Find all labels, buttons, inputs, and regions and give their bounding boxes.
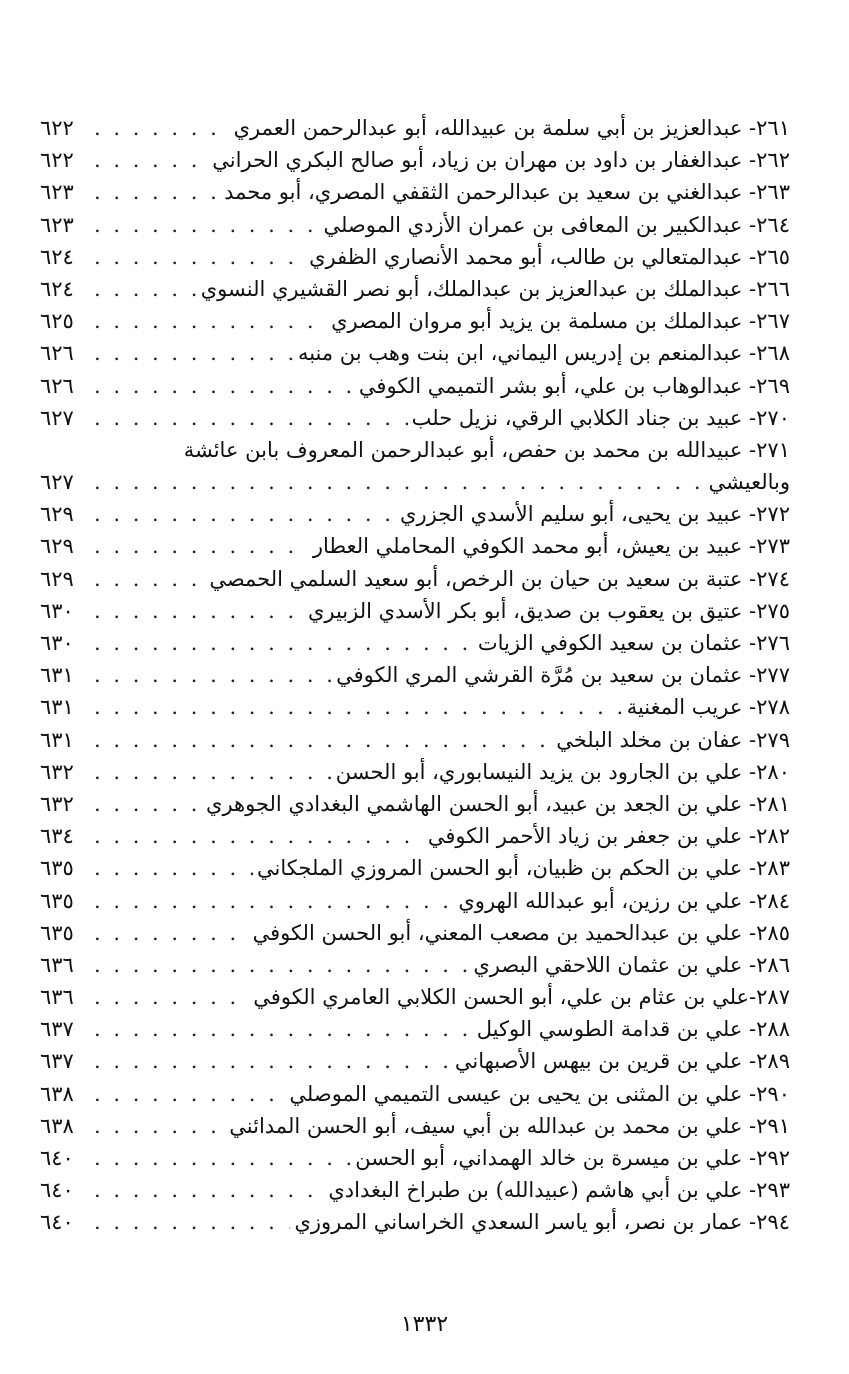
dot-leader bbox=[94, 337, 294, 369]
entry-title: ٢٧٠- عبيد بن جناد الكلابي الرقي، نزيل حلب bbox=[411, 405, 790, 430]
entry-title: ٢٨٦- علي بن عثمان اللاحقي البصري bbox=[473, 952, 790, 977]
entry-page-number: ٦٢٤ bbox=[40, 276, 74, 301]
entry-title: ٢٩٣- علي بن أبي هاشم (عبيدالله) بن طبراخ البغدادي bbox=[328, 1178, 790, 1203]
dot-leader bbox=[94, 981, 249, 1013]
toc-entry bbox=[40, 1045, 790, 1077]
dot-leader bbox=[94, 1110, 225, 1142]
entry-page-number: ٦٢٣ bbox=[40, 180, 74, 205]
toc-entry bbox=[40, 370, 790, 402]
entry-page-number: ٦٣٨ bbox=[40, 1113, 74, 1138]
entry-page-number: ٦٢٦ bbox=[40, 341, 74, 366]
toc-entry bbox=[40, 530, 790, 562]
toc-entry bbox=[40, 144, 790, 176]
toc-entry bbox=[40, 1142, 790, 1174]
toc-list bbox=[40, 112, 790, 1239]
entry-page-number: ٦٢٢ bbox=[40, 148, 74, 173]
dot-leader bbox=[94, 659, 332, 691]
entry-title: ٢٦٨- عبدالمنعم بن إدريس اليماني، ابن بنت وهب بن منبه bbox=[297, 341, 790, 366]
dot-leader bbox=[94, 788, 202, 820]
dot-leader bbox=[94, 273, 197, 305]
toc-entry bbox=[40, 273, 790, 305]
dot-leader bbox=[94, 885, 454, 917]
dot-leader bbox=[94, 176, 220, 208]
toc-entry bbox=[40, 659, 790, 691]
dot-leader bbox=[94, 305, 327, 337]
entry-title: ٢٦٤- عبدالكبير بن المعافى بن عمران الأزدي الموصلي bbox=[323, 212, 790, 237]
entry-page-number: ٦٤٠ bbox=[40, 1210, 74, 1235]
toc-entry bbox=[40, 627, 790, 659]
entry-page-number: ٦٤٠ bbox=[40, 1178, 74, 1203]
entry-page-number: ٦٣٦ bbox=[40, 985, 74, 1010]
toc-entry bbox=[40, 724, 790, 756]
page-number: ١٣٣٢ bbox=[400, 1312, 449, 1337]
toc-entry bbox=[40, 112, 790, 144]
dot-leader bbox=[94, 1013, 473, 1045]
toc-entry bbox=[40, 1206, 790, 1238]
toc-entry bbox=[40, 563, 790, 595]
dot-leader bbox=[94, 563, 205, 595]
toc-entry bbox=[40, 241, 790, 273]
dot-leader bbox=[94, 466, 705, 498]
entry-title: ٢٨٤- علي بن رزين، أبو عبدالله الهروي bbox=[458, 888, 790, 913]
entry-page-number: ٦٣٧ bbox=[40, 1049, 74, 1074]
toc-entry bbox=[40, 788, 790, 820]
toc-entry bbox=[40, 820, 790, 852]
toc-entry bbox=[40, 756, 790, 788]
toc-entry bbox=[40, 305, 790, 337]
entry-title: ٢٨١- علي بن الجعد بن عبيد، أبو الحسن الهاشمي البغدادي الجوهري bbox=[206, 791, 790, 816]
entry-title: ٢٧٨- عريب المغنية bbox=[626, 695, 790, 720]
entry-page-number: ٦٢٩ bbox=[40, 566, 74, 591]
entry-page-number: ٦٣١ bbox=[40, 727, 74, 752]
entry-title: ٢٧٩- عفان بن مخلد البلخي bbox=[556, 727, 790, 752]
dot-leader bbox=[94, 724, 552, 756]
entry-title: ٢٧٤- عتبة بن سعيد بن حيان بن الرخص، أبو سعيد السلمي الحمصي bbox=[209, 566, 790, 591]
dot-leader bbox=[94, 1206, 290, 1238]
dot-leader bbox=[94, 112, 230, 144]
toc-entry bbox=[40, 498, 790, 530]
entry-title: ٢٦٥- عبدالمتعالي بن طالب، أبو محمد الأنصاري الظفري bbox=[309, 244, 790, 269]
dot-leader bbox=[94, 756, 332, 788]
entry-page-number: ٦٣٢ bbox=[40, 791, 74, 816]
dot-leader bbox=[94, 691, 623, 723]
toc-entry bbox=[40, 885, 790, 917]
dot-leader bbox=[94, 627, 474, 659]
entry-title: ٢٧٢- عبيد بن يحيى، أبو سليم الأسدي الجزري bbox=[400, 502, 790, 527]
dot-leader bbox=[94, 595, 304, 627]
toc-entry bbox=[40, 917, 790, 949]
entry-title: ٢٧٥- عتيق بن يعقوب بن صديق، أبو بكر الأسدي الزبيري bbox=[307, 598, 790, 623]
entry-title: ٢٧٧- عثمان بن سعيد بن مُرَّة القرشي المري الكوفي bbox=[336, 663, 790, 688]
dot-leader bbox=[94, 1045, 451, 1077]
toc-entry bbox=[40, 981, 790, 1013]
dot-leader bbox=[94, 1078, 285, 1110]
entry-title: ٢٦٩- عبدالوهاب بن علي، أبو بشر التميمي الكوفي bbox=[358, 373, 790, 398]
dot-leader bbox=[94, 820, 424, 852]
entry-title: ٢٩٤- عمار بن نصر، أبو ياسر السعدي الخراساني المروزي bbox=[294, 1210, 790, 1235]
entry-title: ٢٨٩- علي بن قرين بن بيهس الأصبهاني bbox=[454, 1049, 790, 1074]
entry-page-number: ٦٣٥ bbox=[40, 888, 74, 913]
entry-page-number: ٦٢٧ bbox=[40, 405, 74, 430]
entry-page-number: ٦٢٦ bbox=[40, 373, 74, 398]
entry-title: ٢٨٥- علي بن عبدالحميد بن مصعب المعني، أبو الحسن الكوفي bbox=[252, 920, 790, 945]
entry-title: ٢٩٠- علي بن المثنى بن يحيى بن عيسى التميمي الموصلي bbox=[289, 1081, 790, 1106]
entry-page-number: ٦٢٤ bbox=[40, 244, 74, 269]
dot-leader bbox=[94, 402, 408, 434]
toc-entry bbox=[40, 949, 790, 981]
entry-page-number: ٦٣٨ bbox=[40, 1081, 74, 1106]
entry-title: ٢٧١- عبيدالله بن محمد بن حفص، أبو عبدالرحمن المعروف بابن عائشة bbox=[183, 437, 790, 462]
entry-title: ٢٨٢- علي بن جعفر بن زياد الأحمر الكوفي bbox=[427, 824, 790, 849]
entry-title: ٢٦٦- عبدالملك بن عبدالعزيز بن عبدالملك، أبو نصر القشيري النسوي bbox=[200, 276, 790, 301]
entry-page-number: ٦٣٤ bbox=[40, 824, 74, 849]
entry-title-continuation: وبالعيشي bbox=[708, 470, 790, 495]
entry-title: ٢٦٢- عبدالغفار بن داود بن مهران بن زياد، أبو صالح البكري الحراني bbox=[212, 148, 790, 173]
dot-leader bbox=[94, 498, 396, 530]
toc-entry bbox=[40, 691, 790, 723]
toc-entry bbox=[40, 595, 790, 627]
dot-leader bbox=[94, 144, 208, 176]
toc-entry bbox=[40, 434, 790, 498]
entry-title: ٢٨٨- علي بن قدامة الطوسي الوكيل bbox=[476, 1017, 790, 1042]
entry-page-number: ٦٢٩ bbox=[40, 502, 74, 527]
dot-leader bbox=[94, 209, 319, 241]
toc-entry bbox=[40, 1110, 790, 1142]
entry-page-number: ٦٢٥ bbox=[40, 309, 74, 334]
dot-leader bbox=[94, 241, 305, 273]
entry-title: ٢٦١- عبدالعزيز بن أبي سلمة بن عبيدالله، أبو عبدالرحمن العمري bbox=[233, 116, 790, 140]
entry-page-number: ٦٤٠ bbox=[40, 1146, 74, 1170]
entry-title: ٢٩٢- علي بن ميسرة بن خالد الهمداني، أبو الحسن bbox=[355, 1146, 790, 1170]
entry-page-number: ٦٣٥ bbox=[40, 920, 74, 945]
entry-page-number: ٦٢٢ bbox=[40, 116, 74, 140]
entry-page-number: ٦٣٧ bbox=[40, 1017, 74, 1042]
dot-leader bbox=[94, 370, 355, 402]
toc-entry bbox=[40, 176, 790, 208]
entry-page-number: ٦٣٢ bbox=[40, 759, 74, 784]
entry-page-number: ٦٣٦ bbox=[40, 952, 74, 977]
toc-entry bbox=[40, 1078, 790, 1110]
dot-leader bbox=[94, 1174, 324, 1206]
entry-title: ٢٨٧-علي بن عثام بن علي، أبو الحسن الكلابي العامري الكوفي bbox=[253, 985, 790, 1010]
toc-entry bbox=[40, 209, 790, 241]
entry-page-number: ٦٣٠ bbox=[40, 598, 74, 623]
entry-title: ٢٦٣- عبدالغني بن سعيد بن عبدالرحمن الثقفي المصري، أبو محمد bbox=[224, 180, 790, 205]
dot-leader bbox=[94, 530, 309, 562]
entry-page-number: ٦٣٠ bbox=[40, 631, 74, 655]
dot-leader bbox=[94, 1142, 351, 1174]
entry-page-number: ٦٣١ bbox=[40, 663, 74, 688]
entry-page-number: ٦٢٩ bbox=[40, 534, 74, 559]
toc-entry bbox=[40, 1174, 790, 1206]
toc-entry bbox=[40, 1013, 790, 1045]
toc-entry bbox=[40, 852, 790, 884]
entry-title: ٢٩١- علي بن محمد بن عبدالله بن أبي سيف، أبو الحسن المدائني bbox=[229, 1113, 790, 1138]
entry-title: ٢٨٠- علي بن الجارود بن يزيد النيسابوري، أبو الحسن bbox=[335, 759, 790, 784]
entry-page-number: ٦٢٣ bbox=[40, 212, 74, 237]
entry-page-number: ٦٣٥ bbox=[40, 856, 74, 881]
entry-title: ٢٧٣- عبيد بن يعيش، أبو محمد الكوفي المحاملي العطار bbox=[312, 534, 790, 559]
entry-page-number: ٦٢٧ bbox=[40, 470, 74, 495]
dot-leader bbox=[94, 852, 253, 884]
entry-title: ٢٨٣- علي بن الحكم بن ظبيان، أبو الحسن المروزي الملجكاني bbox=[257, 856, 790, 881]
toc-entry bbox=[40, 402, 790, 434]
dot-leader bbox=[94, 949, 469, 981]
toc-entry bbox=[40, 337, 790, 369]
entry-title: ٢٦٧- عبدالملك بن مسلمة بن يزيد أبو مروان المصري bbox=[331, 309, 790, 334]
entry-title: ٢٧٦- عثمان بن سعيد الكوفي الزيات bbox=[477, 631, 790, 655]
entry-page-number: ٦٣١ bbox=[40, 695, 74, 720]
dot-leader bbox=[94, 917, 249, 949]
